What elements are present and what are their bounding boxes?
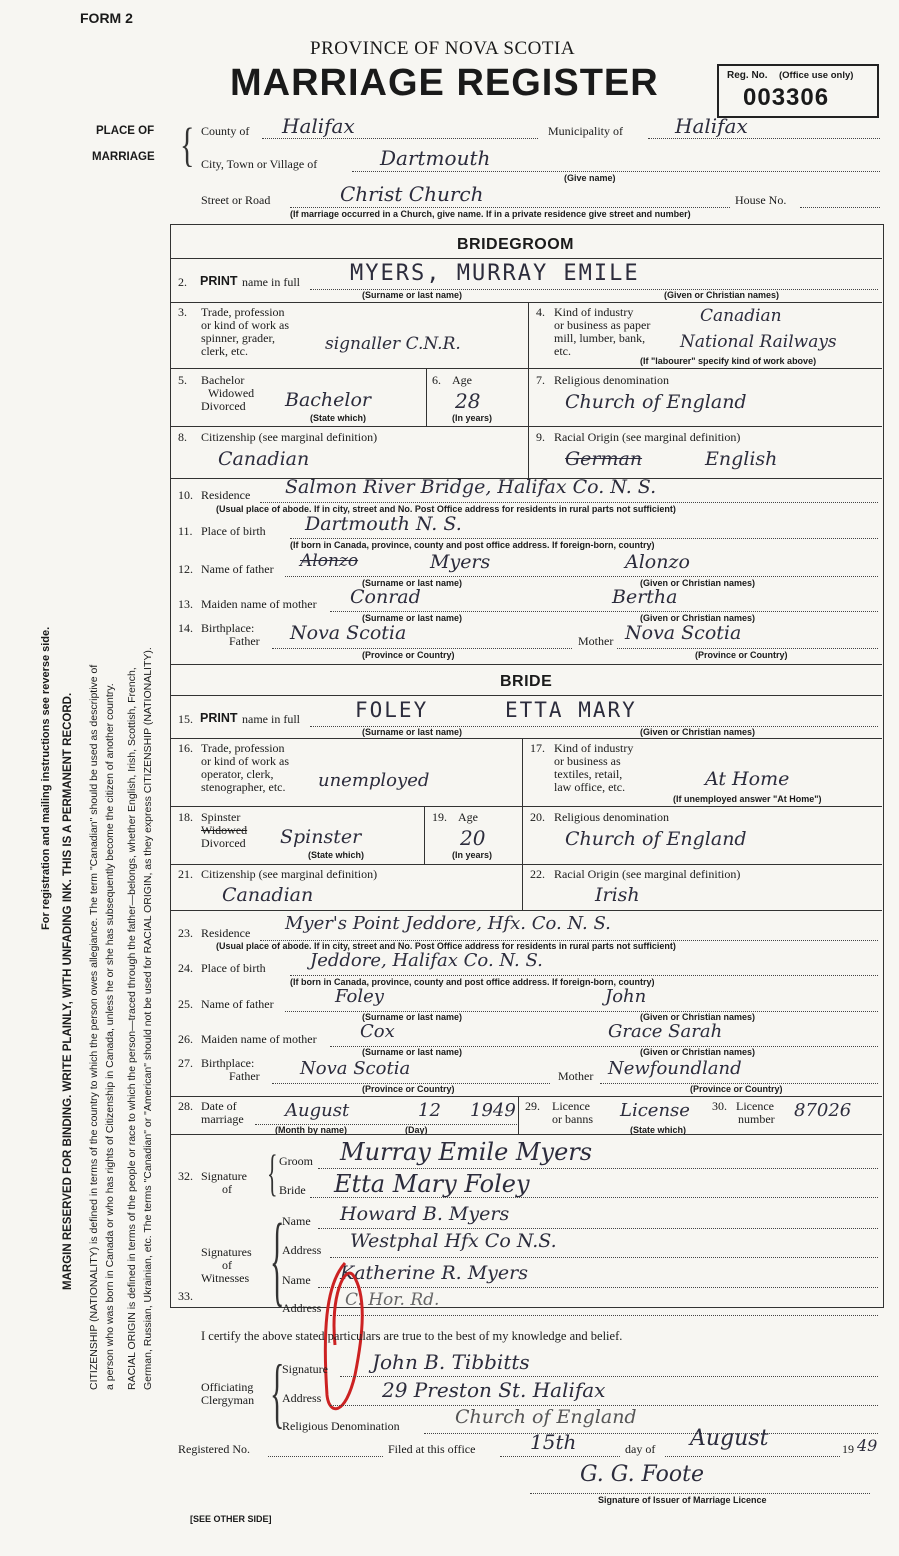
f21-num: 21.: [178, 867, 193, 881]
day-of-label: day of: [625, 1442, 656, 1456]
w2-address-label: Address: [282, 1301, 322, 1315]
street-note: (If marriage occurred in a Church, give name. If in a private residence give street and number): [290, 209, 691, 219]
filed-year-prefix: 19: [842, 1442, 854, 1456]
f16-label-1: Trade, profession: [201, 741, 285, 755]
witness1-address: Westphal Hfx Co N.S.: [350, 1230, 557, 1252]
bride-signature: Etta Mary Foley: [334, 1170, 530, 1198]
f5-num: 5.: [178, 373, 187, 387]
issuer-label: Signature of Issuer of Marriage Licence: [598, 1495, 767, 1505]
marriage-year: 1949: [470, 1100, 516, 1121]
place-label-2: MARRIAGE: [92, 151, 155, 163]
f13-given-note: (Given or Christian names): [640, 613, 756, 623]
f22-label: Racial Origin (see marginal definition): [554, 867, 741, 881]
f26-label: Maiden name of mother: [201, 1032, 317, 1046]
margin-binding-note: MARGIN RESERVED FOR BINDING. WRITE PLAINLY, WITH UNFADING INK. THIS IS A PERMANENT RECORD.: [62, 692, 74, 1290]
f30-num: 30.: [712, 1099, 727, 1113]
bride-mother-surname: Cox: [360, 1021, 395, 1042]
street-value: Christ Church: [340, 182, 484, 206]
f32-label-1: Signature: [201, 1169, 247, 1183]
groom-racial-struck: German: [565, 448, 643, 470]
f26-surname-note: (Surname or last name): [362, 1047, 463, 1057]
margin-racial-def: RACIAL ORIGIN is defined in terms of the people or race to which the person—traced through the father—belongs, whether English, Irish, Scottish, French,: [126, 667, 138, 1390]
bride-surname-note: (Surname or last name): [362, 727, 463, 737]
f2-num: 2.: [178, 275, 187, 289]
bride-given-note: (Given or Christian names): [640, 727, 756, 737]
f27-num: 27.: [178, 1056, 193, 1070]
f17-note: (If unemployed answer "At Home"): [673, 794, 822, 804]
f7-label: Religious denomination: [554, 373, 669, 387]
f18-num: 18.: [178, 810, 193, 824]
w1-name-label: Name: [282, 1214, 311, 1228]
f14-mother-prov-note: (Province or Country): [695, 650, 788, 660]
county-value: Halifax: [282, 114, 355, 138]
see-other-side: [SEE OTHER SIDE]: [190, 1514, 272, 1524]
groom-given-note: (Given or Christian names): [664, 290, 780, 300]
f17-label-4: law office, etc.: [554, 780, 626, 794]
f4-label-3: mill, lumber, bank,: [554, 331, 646, 345]
bride-in-years: (In years): [452, 850, 493, 860]
f29-label-1: Licence: [552, 1099, 590, 1113]
f18-label-2: Widowed: [201, 823, 248, 837]
f16-label-3: operator, clerk,: [201, 767, 274, 781]
groom-citizenship: Canadian: [218, 448, 310, 470]
clergy-denomination: Church of England: [455, 1406, 637, 1428]
f11-num: 11.: [178, 524, 193, 538]
clergy-address: 29 Preston St. Halifax: [382, 1378, 606, 1402]
f4-label-1: Kind of industry: [554, 305, 634, 319]
f33-label-3: Witnesses: [201, 1271, 250, 1285]
groom-mother-given: Bertha: [612, 586, 678, 608]
groom-residence: Salmon River Bridge, Halifax Co. N. S.: [285, 476, 657, 498]
groom-industry-2: National Railways: [680, 332, 837, 352]
groom-surname-note: (Surname or last name): [362, 290, 463, 300]
w1-address-label: Address: [282, 1243, 322, 1257]
bride-father-given: John: [605, 986, 647, 1007]
f28-num: 28.: [178, 1099, 193, 1113]
groom-state-which: (State which): [310, 413, 367, 423]
filed-label: Filed at this office: [388, 1442, 476, 1456]
witness2-name: Katherine R. Myers: [340, 1262, 528, 1284]
groom-father-surname: Myers: [430, 551, 491, 573]
f13-num: 13.: [178, 597, 193, 611]
f32-label-2: of: [222, 1182, 232, 1196]
marriage-day: 12: [418, 1100, 441, 1121]
municipality-value: Halifax: [675, 114, 748, 138]
groom-father-birthplace: Nova Scotia: [290, 622, 407, 644]
clergy-denomination-label: Religious Denomination: [282, 1419, 400, 1433]
f5-label-1: Bachelor: [201, 373, 245, 387]
groom-birthplace: Dartmouth N. S.: [305, 513, 462, 535]
registered-label: Registered No.: [178, 1442, 250, 1456]
groom-birth-note: (If born in Canada, province, county and post office address. If foreign-born, country): [290, 540, 655, 550]
f33-label-2: of: [222, 1258, 232, 1272]
f18-label-1: Spinster: [201, 810, 241, 824]
f17-num: 17.: [530, 741, 545, 755]
clergy-label-1: Officiating: [201, 1380, 254, 1394]
f9-label: Racial Origin (see marginal definition): [554, 430, 741, 444]
bride-industry: At Home: [705, 768, 790, 790]
margin-citizenship-def: CITIZENSHIP (NATIONALITY) is defined in terms of the country to which the person owes allegiance. The term "Canadian" should be used as descriptive of: [88, 664, 100, 1390]
groom-father-given: Alonzo: [625, 551, 690, 573]
filed-month: August: [690, 1426, 769, 1451]
f19-num: 19.: [432, 810, 447, 824]
witness-brace: {: [270, 1205, 285, 1318]
licence-number: 87026: [794, 1100, 852, 1121]
f12-label: Name of father: [201, 562, 274, 576]
f28-label-2: marriage: [201, 1112, 244, 1126]
f30-label-2: number: [738, 1112, 775, 1126]
bride-religion: Church of England: [565, 828, 747, 850]
f24-num: 24.: [178, 961, 193, 975]
filed-year: 49: [857, 1436, 878, 1455]
margin-instructions: For registration and mailing instructions see reverse side.: [40, 626, 52, 930]
county-label: County of: [201, 124, 250, 138]
f5-label-2: Widowed: [208, 386, 255, 400]
f3-label-1: Trade, profession: [201, 305, 285, 319]
f20-label: Religious denomination: [554, 810, 669, 824]
f14-label: Birthplace:: [201, 621, 255, 635]
f26-given-note: (Given or Christian names): [640, 1047, 756, 1057]
bride-mother-given: Grace Sarah: [608, 1021, 723, 1042]
clergy-label-2: Clergyman: [201, 1393, 255, 1407]
municipality-label: Municipality of: [548, 124, 623, 138]
place-label-1: PLACE OF: [96, 125, 155, 137]
f17-label-2: or business as: [554, 754, 621, 768]
groom-age: 28: [455, 389, 481, 413]
f4-num: 4.: [536, 305, 545, 319]
f27-father-prov-note: (Province or Country): [362, 1084, 455, 1094]
clergy-brace: {: [270, 1350, 285, 1437]
city-label: City, Town or Village of: [201, 157, 318, 171]
f15-num: 15.: [178, 712, 193, 726]
licence-state-which: (State which): [630, 1125, 687, 1135]
f27-mother-label: Mother: [558, 1069, 594, 1083]
groom-residence-note: (Usual place of abode. If in city, street and No. Post Office address for residents in rural parts not sufficient): [216, 504, 676, 514]
bride-trade: unemployed: [318, 770, 430, 791]
bride-father-surname: Foley: [335, 986, 384, 1007]
form-title: MARRIAGE REGISTER: [230, 62, 659, 104]
bridegroom-heading: BRIDEGROOM: [457, 236, 574, 253]
give-name-note: (Give name): [564, 173, 616, 183]
f7-num: 7.: [536, 373, 545, 387]
f14-mother-label: Mother: [578, 634, 614, 648]
f4-label-2: or business as paper: [554, 318, 651, 332]
f29-num: 29.: [525, 1099, 540, 1113]
w2-name-label: Name: [282, 1273, 311, 1287]
place-brace: {: [180, 118, 195, 172]
witness2-address: C. Hor. Rd.: [345, 1290, 440, 1310]
bride-residence: Myer's Point Jeddore, Hfx. Co. N. S.: [285, 913, 611, 934]
reg-label: Reg. No.: [727, 70, 768, 81]
f15-print: PRINT: [200, 711, 238, 725]
f11-label: Place of birth: [201, 524, 266, 538]
f25-num: 25.: [178, 997, 193, 1011]
f13-surname-note: (Surname or last name): [362, 613, 463, 623]
clergy-address-label: Address: [282, 1391, 322, 1405]
street-label: Street or Road: [201, 193, 271, 207]
f16-label-4: stenographer, etc.: [201, 780, 286, 794]
groom-trade: signaller C.N.R.: [325, 334, 461, 354]
f25-given-note: (Given or Christian names): [640, 1012, 756, 1022]
f20-num: 20.: [530, 810, 545, 824]
f27-label: Birthplace:: [201, 1056, 255, 1070]
bride-mother-birthplace: Newfoundland: [608, 1058, 742, 1079]
f25-label: Name of father: [201, 997, 274, 1011]
bride-sig-label: Bride: [279, 1183, 306, 1197]
f16-label-2: or kind of work as: [201, 754, 289, 768]
groom-mother-birthplace: Nova Scotia: [625, 622, 742, 644]
groom-name: MYERS, MURRAY EMILE: [350, 261, 640, 286]
city-value: Dartmouth: [380, 146, 491, 170]
groom-sig-label: Groom: [279, 1154, 313, 1168]
bride-racial: Irish: [595, 884, 640, 906]
f10-label: Residence: [201, 488, 251, 502]
f12-surname-note: (Surname or last name): [362, 578, 463, 588]
f6-label: Age: [452, 373, 472, 387]
f27-father-label: Father: [229, 1069, 260, 1083]
f3-label-3: spinner, grader,: [201, 331, 276, 345]
witness1-name: Howard B. Myers: [340, 1203, 510, 1225]
f21-label: Citizenship (see marginal definition): [201, 867, 378, 881]
f14-father-label: Father: [229, 634, 260, 648]
f2-print: PRINT: [200, 274, 238, 288]
reg-office-note: (Office use only): [779, 70, 854, 81]
f32-num: 32.: [178, 1169, 193, 1183]
f3-label-2: or kind of work as: [201, 318, 289, 332]
sig-brace: {: [267, 1143, 278, 1201]
province-heading: PROVINCE OF NOVA SCOTIA: [310, 38, 576, 59]
f28-label-1: Date of: [201, 1099, 237, 1113]
f23-label: Residence: [201, 926, 251, 940]
reg-number-box: [717, 64, 879, 118]
f4-label-4: etc.: [554, 344, 571, 358]
f25-surname-note: (Surname or last name): [362, 1012, 463, 1022]
f29-label-2: or banns: [552, 1112, 593, 1126]
bride-birthplace: Jeddore, Halifax Co. N. S.: [310, 950, 543, 971]
f33-num: 33.: [178, 1289, 193, 1303]
groom-industry-1: Canadian: [700, 306, 782, 326]
f5-label-3: Divorced: [201, 399, 246, 413]
f14-father-prov-note: (Province or Country): [362, 650, 455, 660]
f18-label-3: Divorced: [201, 836, 246, 850]
f12-given-note: (Given or Christian names): [640, 578, 756, 588]
form-number: FORM 2: [80, 10, 133, 26]
bride-father-birthplace: Nova Scotia: [300, 1058, 411, 1079]
f4-note: (If "labourer" specify kind of work above): [640, 356, 817, 366]
f17-label-1: Kind of industry: [554, 741, 634, 755]
f16-num: 16.: [178, 741, 193, 755]
bride-given: ETTA MARY: [505, 698, 637, 722]
groom-mother-surname: Conrad: [350, 586, 421, 608]
f8-num: 8.: [178, 430, 187, 444]
f30-label-1: Licence: [736, 1099, 774, 1113]
house-no-label: House No.: [735, 193, 787, 207]
marriage-month: August: [285, 1100, 350, 1121]
bride-birth-note: (If born in Canada, province, county and post office address. If foreign-born, country): [290, 977, 655, 987]
bride-heading: BRIDE: [500, 673, 553, 690]
groom-signature: Murray Emile Myers: [340, 1138, 593, 1166]
groom-father-struck: Alonzo: [300, 551, 359, 571]
f3-num: 3.: [178, 305, 187, 319]
f24-label: Place of birth: [201, 961, 266, 975]
f14-num: 14.: [178, 621, 193, 635]
f27-mother-prov-note: (Province or Country): [690, 1084, 783, 1094]
bride-surname: FOLEY: [355, 698, 429, 722]
clergy-signature: John B. Tibbitts: [372, 1350, 530, 1374]
certify-text: I certify the above stated particulars are true to the best of my knowledge and belief.: [201, 1329, 623, 1343]
filed-day: 15th: [530, 1430, 577, 1454]
f26-num: 26.: [178, 1032, 193, 1046]
f19-label: Age: [458, 810, 478, 824]
f22-num: 22.: [530, 867, 545, 881]
groom-in-years: (In years): [452, 413, 493, 423]
groom-religion: Church of England: [565, 391, 747, 413]
bride-citizenship: Canadian: [222, 884, 314, 906]
f12-num: 12.: [178, 562, 193, 576]
f2-label: name in full: [242, 275, 300, 289]
groom-status: Bachelor: [285, 389, 372, 411]
groom-racial: English: [705, 448, 778, 470]
clergy-sig-label: Signature: [282, 1362, 328, 1376]
f10-num: 10.: [178, 488, 193, 502]
day-note: (Day): [405, 1125, 428, 1135]
f17-label-3: textiles, retail,: [554, 767, 623, 781]
month-note: (Month by name): [275, 1125, 347, 1135]
f15-label: name in full: [242, 712, 300, 726]
f6-num: 6.: [432, 373, 441, 387]
issuer-signature: G. G. Foote: [580, 1462, 704, 1487]
f8-label: Citizenship (see marginal definition): [201, 430, 378, 444]
bride-status: Spinster: [280, 826, 362, 848]
f3-label-4: clerk, etc.: [201, 344, 248, 358]
f13-label: Maiden name of mother: [201, 597, 317, 611]
f9-num: 9.: [536, 430, 545, 444]
margin-racial-def-2: German, Russian, Ukrainian, etc. The terms "Canadian" or "American" should not be used for RACIAL ORIGIN, as they express CITIZENSHIP (NATIONALITY).: [142, 647, 154, 1390]
margin-citizenship-def-2: a person who was born in Canada or who has rights of Citizenship in Canada, unless he or she has subsequently become the citizen of another country.: [104, 683, 116, 1390]
f23-num: 23.: [178, 926, 193, 940]
bride-state-which: (State which): [308, 850, 365, 860]
bride-age: 20: [460, 826, 486, 850]
licence-type: License: [620, 1100, 690, 1121]
f33-label-1: Signatures: [201, 1245, 252, 1259]
reg-number: 003306: [743, 84, 830, 111]
bride-residence-note: (Usual place of abode. If in city, street and No. Post Office address for residents in rural parts not sufficient): [216, 941, 676, 951]
